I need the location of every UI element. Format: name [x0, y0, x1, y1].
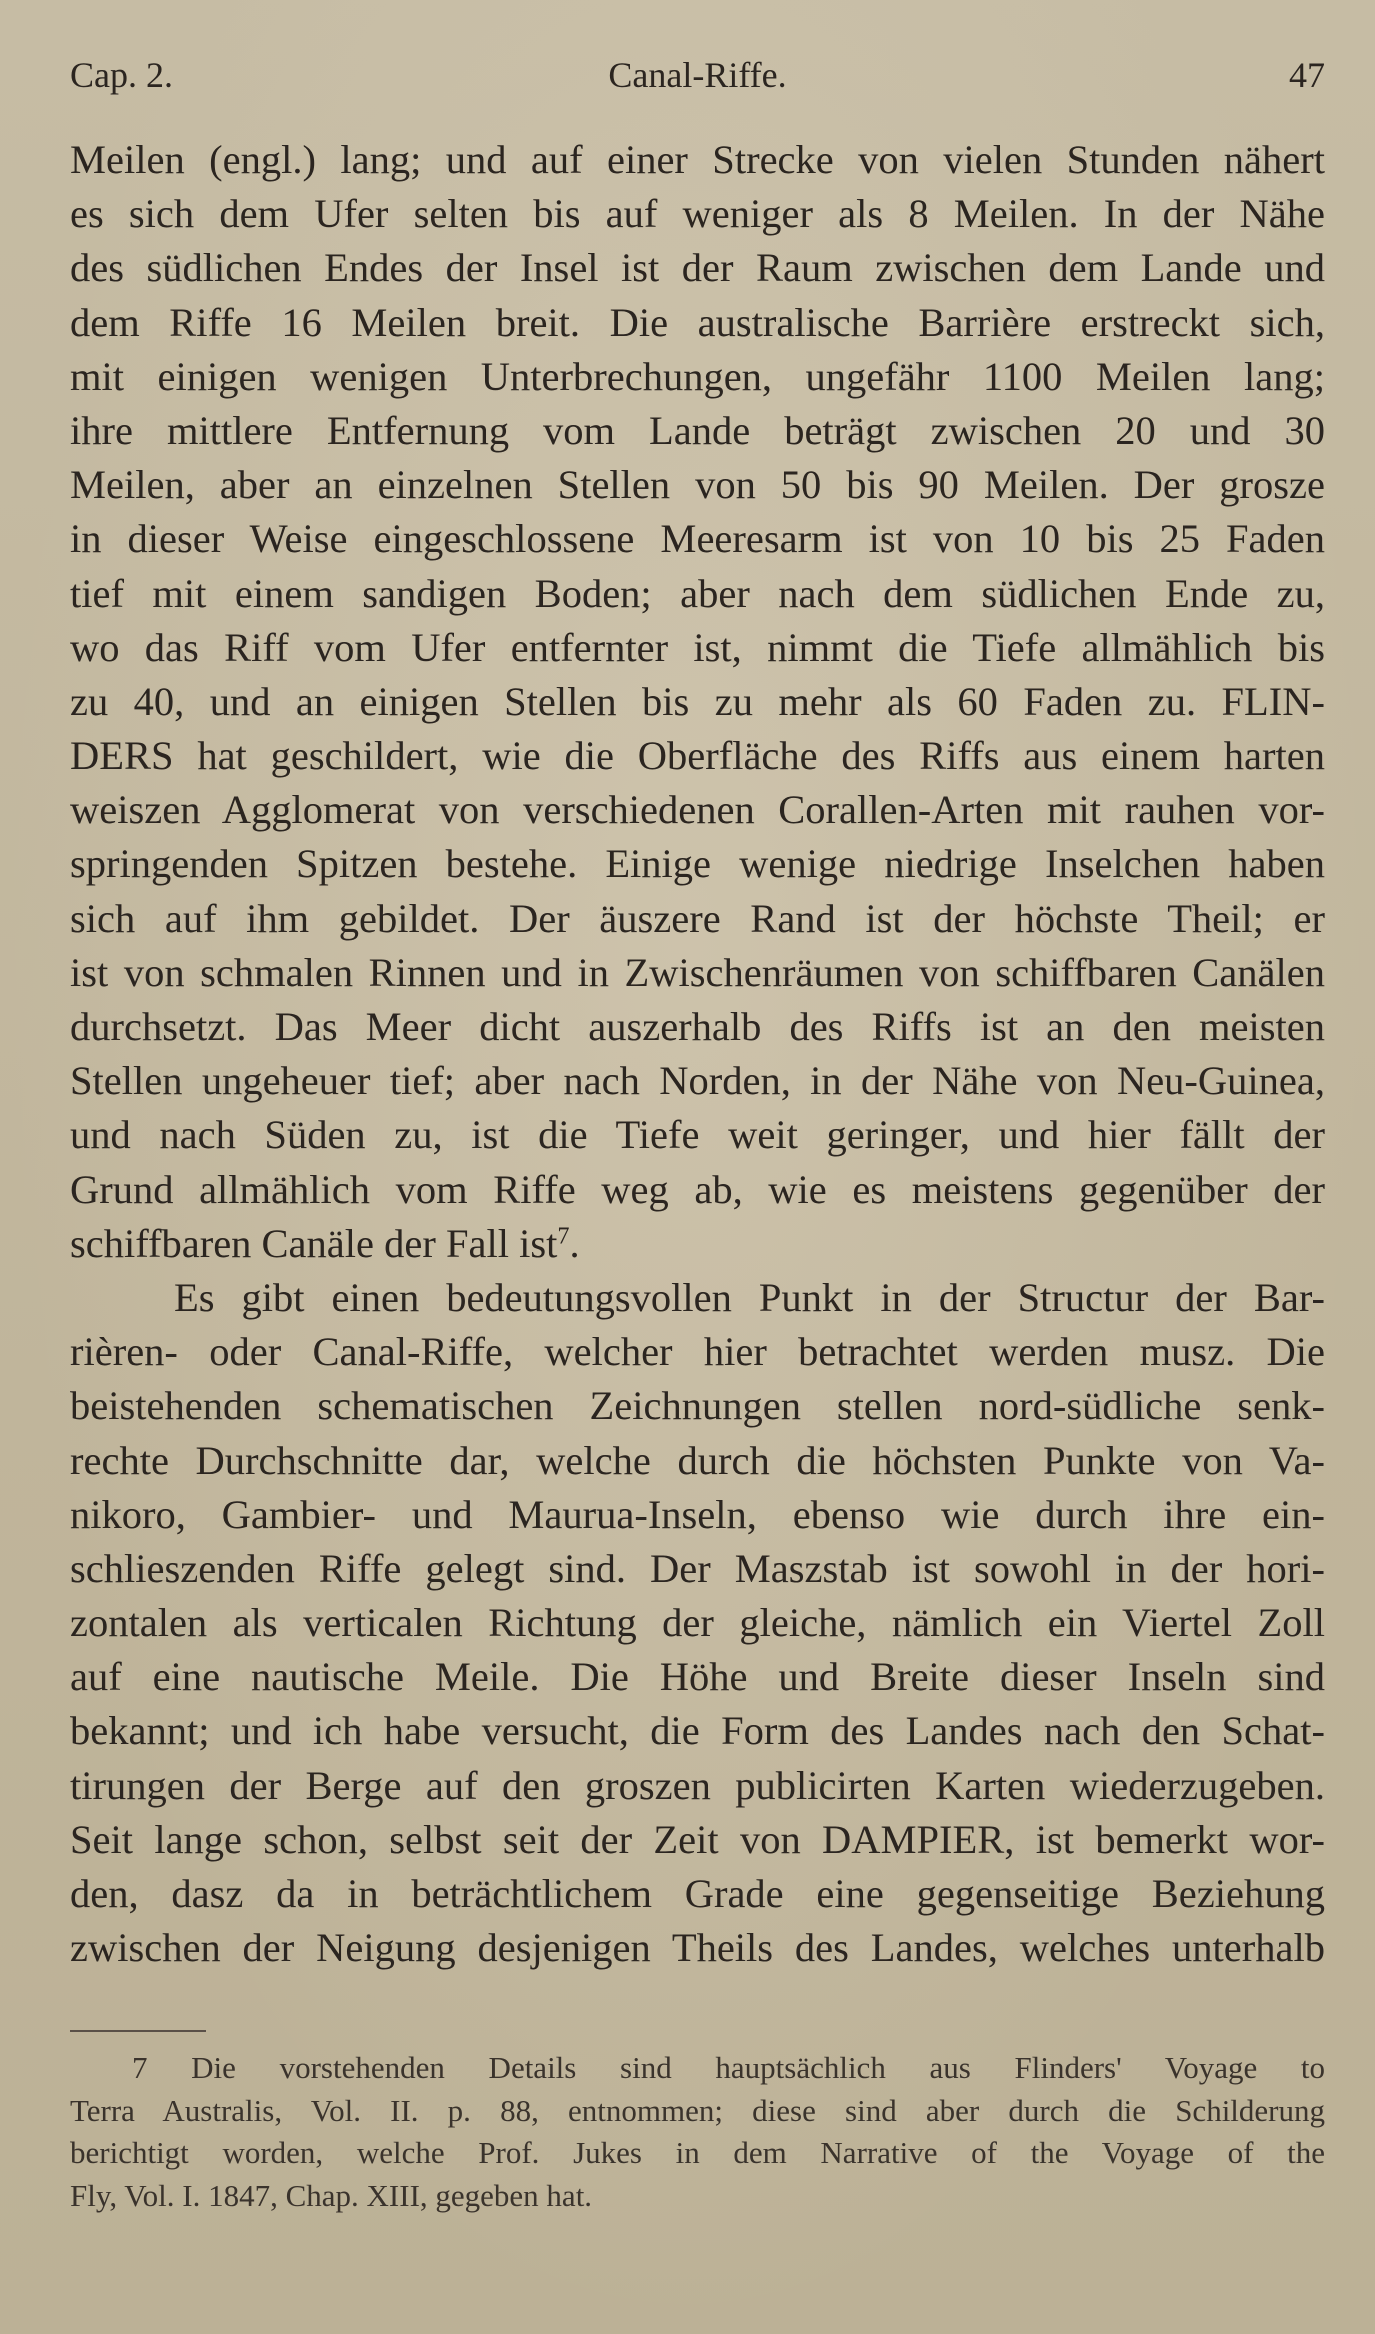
body-line: schlieszenden Riffe gelegt sind. Der Maszstab ist sowohl in der hori- [70, 1545, 1325, 1591]
running-title: Canal-Riffe. [608, 55, 787, 95]
running-header [70, 50, 1325, 100]
body-line: den, dasz da in beträchtlichem Grade eine gegenseitige Beziehung [70, 1871, 1325, 1916]
body-line: Grund allmählich vom Riffe weg ab, wie es meistens gegenüber der [70, 1166, 1325, 1212]
body-line: springenden Spitzen bestehe. Einige wenige niedrige Inselchen haben [70, 841, 1325, 887]
body-line: beistehenden schematischen Zeichnungen stellen nord-südliche senk- [70, 1383, 1325, 1429]
footnote-line: Fly, Vol. I. 1847, Chap. XIII, gegeben hat. [70, 2177, 593, 2213]
body-line: Seit lange schon, selbst seit der Zeit von DAMPIER, ist bemerkt wor- [70, 1816, 1325, 1862]
body-line: sich auf ihm gebildet. Der äuszere Rand ist der höchste Theil; er [70, 895, 1325, 941]
body-line: bekannt; und ich habe versucht, die Form des Landes nach den Schat- [70, 1708, 1325, 1754]
body-line: ist von schmalen Rinnen und in Zwischenräumen von schiffbaren Canälen [70, 949, 1325, 995]
paragraph-end-line: schiffbaren Canäle der Fall ist$^7$. [70, 1220, 580, 1266]
footnote-line: 7 Die vorstehenden Details sind hauptsächlich aus Flinders' Voyage to [132, 2050, 1325, 2085]
body-line: wo das Riff vom Ufer entfernter ist, nimmt die Tiefe allmählich bis [70, 624, 1325, 670]
body-line: rechte Durchschnitte dar, welche durch die höchsten Punkte von Va- [70, 1437, 1325, 1483]
body-line: Stellen ungeheuer tief; aber nach Norden, in der Nähe von Neu-Guinea, [70, 1058, 1325, 1104]
body-line: tief mit einem sandigen Boden; aber nach dem südlichen Ende zu, [70, 570, 1325, 616]
body-line: tirungen der Berge auf den groszen publicirten Karten wiederzugeben. [70, 1762, 1325, 1808]
footnote-line: berichtigt worden, welche Prof. Jukes in dem Narrative of the Voyage of the [70, 2135, 1325, 2170]
body-line: und nach Süden zu, ist die Tiefe weit geringer, und hier fällt der [70, 1112, 1325, 1158]
body-line: zwischen der Neigung desjenigen Theils des Landes, welches unterhalb [70, 1925, 1325, 1971]
body-line: in dieser Weise eingeschlossene Meeresarm ist von 10 bis 25 Faden [70, 516, 1325, 562]
body-line: mit einigen wenigen Unterbrechungen, ungefähr 1100 Meilen lang; [70, 353, 1325, 399]
body-line: rièren- oder Canal-Riffe, welcher hier betrachtet werden musz. Die [70, 1329, 1325, 1375]
body-line: es sich dem Ufer selten bis auf weniger als 8 Meilen. In der Nähe [70, 191, 1325, 237]
footnote-reference[interactable]: 7 [557, 1222, 570, 1250]
body-line: Meilen (engl.) lang; und auf einer Strecke von vielen Stunden nähert [70, 137, 1325, 182]
body-line: weiszen Agglomerat von verschiedenen Corallen-Arten mit rauhen vor- [70, 787, 1325, 833]
body-text [70, 133, 1325, 1975]
footnote-divider [70, 2030, 206, 2032]
footnote [70, 2047, 1325, 2217]
body-line: ihre mittlere Entfernung vom Lande beträgt zwischen 20 und 30 [70, 407, 1325, 453]
body-line: Meilen, aber an einzelnen Stellen von 50 bis 90 Meilen. Der grosze [70, 462, 1325, 508]
page-number: 47 [1289, 55, 1325, 95]
body-line: zontalen als verticalen Richtung der gleiche, nämlich ein Viertel Zoll [70, 1600, 1325, 1646]
body-line: auf eine nautische Meile. Die Höhe und Breite dieser Inseln sind [70, 1654, 1325, 1700]
body-line: DERS hat geschildert, wie die Oberfläche des Riffs aus einem harten [70, 733, 1325, 779]
footnote-line: Terra Australis, Vol. II. p. 88, entnommen; diese sind aber durch die Schilderung [70, 2092, 1325, 2128]
body-line: des südlichen Endes der Insel ist der Raum zwischen dem Lande und [70, 245, 1325, 291]
body-line: nikoro, Gambier- und Maurua-Inseln, ebenso wie durch ihre ein- [70, 1491, 1325, 1537]
chapter-label: Cap. 2. [70, 55, 173, 95]
paragraph-start-line: Es gibt einen bedeutungsvollen Punkt in der Structur der Bar- [174, 1274, 1325, 1320]
body-line: zu 40, und an einigen Stellen bis zu mehr als 60 Faden zu. FLIN- [70, 678, 1325, 724]
body-line: durchsetzt. Das Meer dicht auszerhalb des Riffs ist an den meisten [70, 1004, 1325, 1049]
body-line-text: schiffbaren Canäle der Fall ist [70, 1220, 558, 1266]
body-line: dem Riffe 16 Meilen breit. Die australische Barrière erstreckt sich, [70, 299, 1325, 345]
